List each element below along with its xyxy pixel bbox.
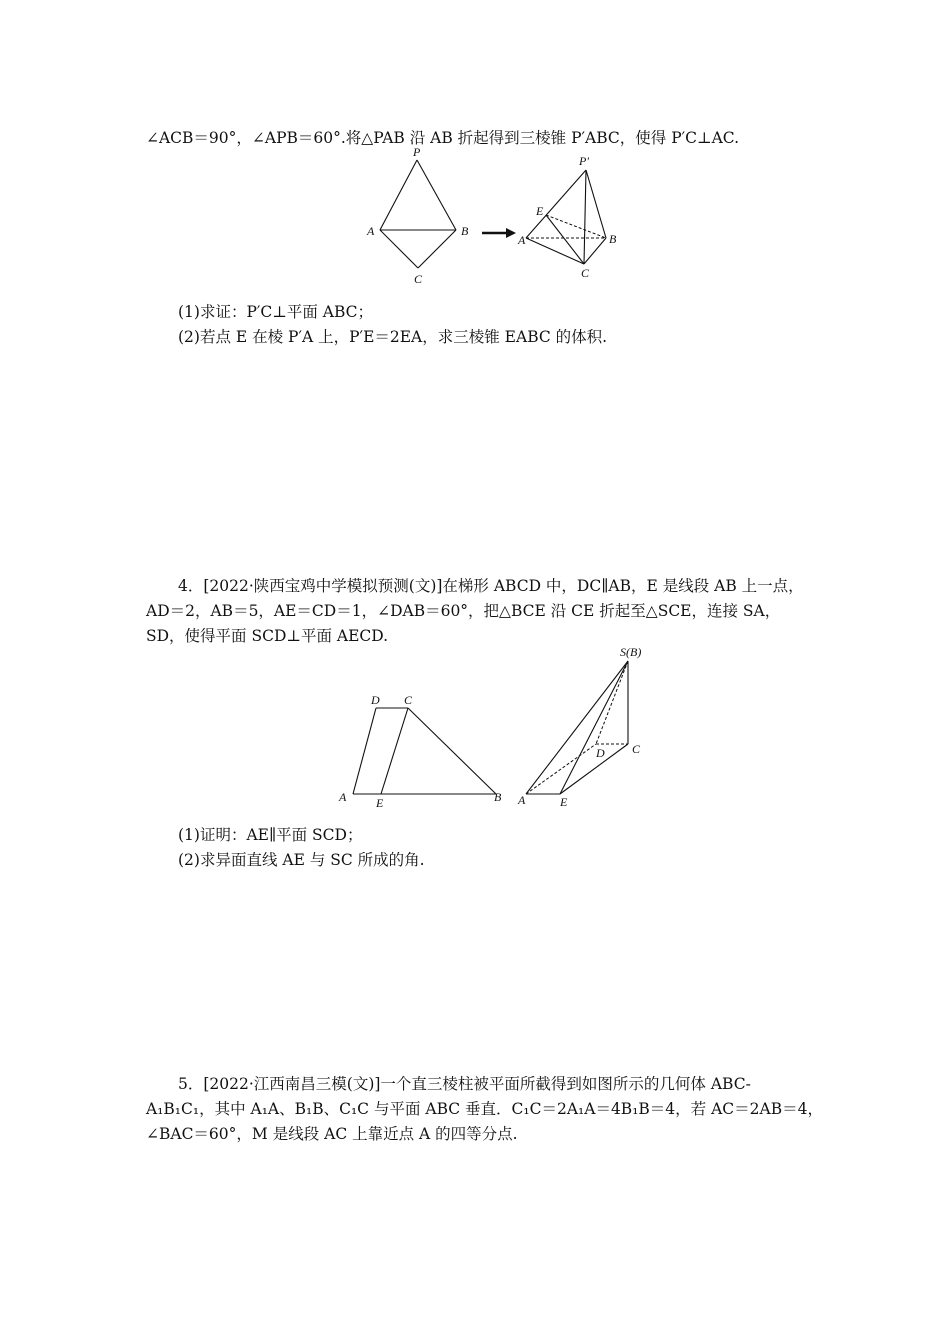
label-fold-A: A [518, 793, 526, 807]
label-right-A: A [518, 233, 526, 247]
label-trap-D: D [371, 693, 380, 707]
label-left-A: A [367, 224, 375, 238]
label-right-P: P′ [579, 154, 589, 168]
label-right-C: C [581, 266, 590, 280]
label-left-P: P [413, 146, 421, 159]
problem4-question-1: (1)证明：AE∥平面 SCD； [178, 826, 363, 844]
problem4-line-1: 4．[2022·陕西宝鸡中学模拟预测(文)]在梯形 ABCD 中，DC∥AB，E 是线段 AB 上一点， [178, 577, 804, 595]
label-trap-A: A [339, 790, 347, 804]
label-trap-E: E [376, 796, 384, 810]
figure-trapezoid-fold [330, 644, 650, 814]
problem4-line-2: AD＝2，AB＝5，AE＝CD＝1，∠DAB＝60°，把△BCE 沿 CE 折起至△SCE，连接 SA， [146, 602, 781, 620]
problem3-question-1: (1)求证：P′C⊥平面 ABC； [178, 303, 373, 321]
label-left-C: C [414, 272, 423, 286]
figure-fold-pyramid [360, 146, 640, 288]
label-trap-C: C [404, 693, 413, 707]
label-fold-E: E [560, 795, 568, 809]
problem5-line-3: ∠BAC＝60°，M 是线段 AC 上靠近点 A 的四等分点. [146, 1125, 518, 1143]
label-right-E: E [536, 204, 544, 218]
label-trap-B: B [494, 790, 502, 804]
problem4-question-2: (2)求异面直线 AE 与 SC 所成的角. [178, 851, 425, 869]
problem5-line-2: A₁B₁C₁，其中 A₁A、B₁B、C₁C 与平面 ABC 垂直．C₁C＝2A₁A＝4B₁B＝4，若 AC＝2AB＝4， [146, 1100, 823, 1118]
label-left-B: B [461, 224, 469, 238]
label-fold-C: C [632, 742, 641, 756]
label-fold-S: S(B) [620, 645, 642, 659]
problem5-line-1: 5．[2022·江西南昌三模(文)]一个直三棱柱被平面所截得到如图所示的几何体 ABC- [178, 1075, 751, 1093]
label-fold-D: D [596, 746, 605, 760]
problem4-line-3: SD，使得平面 SCD⊥平面 AECD. [146, 627, 389, 645]
label-right-B: B [609, 232, 617, 246]
problem3-intro: ∠ACB＝90°，∠APB＝60°.将△PAB 沿 AB 折起得到三棱锥 P′ABC，使得 P′C⊥AC. [146, 129, 740, 147]
problem3-question-2: (2)若点 E 在棱 P′A 上，P′E＝2EA，求三棱锥 EABC 的体积. [178, 328, 608, 346]
